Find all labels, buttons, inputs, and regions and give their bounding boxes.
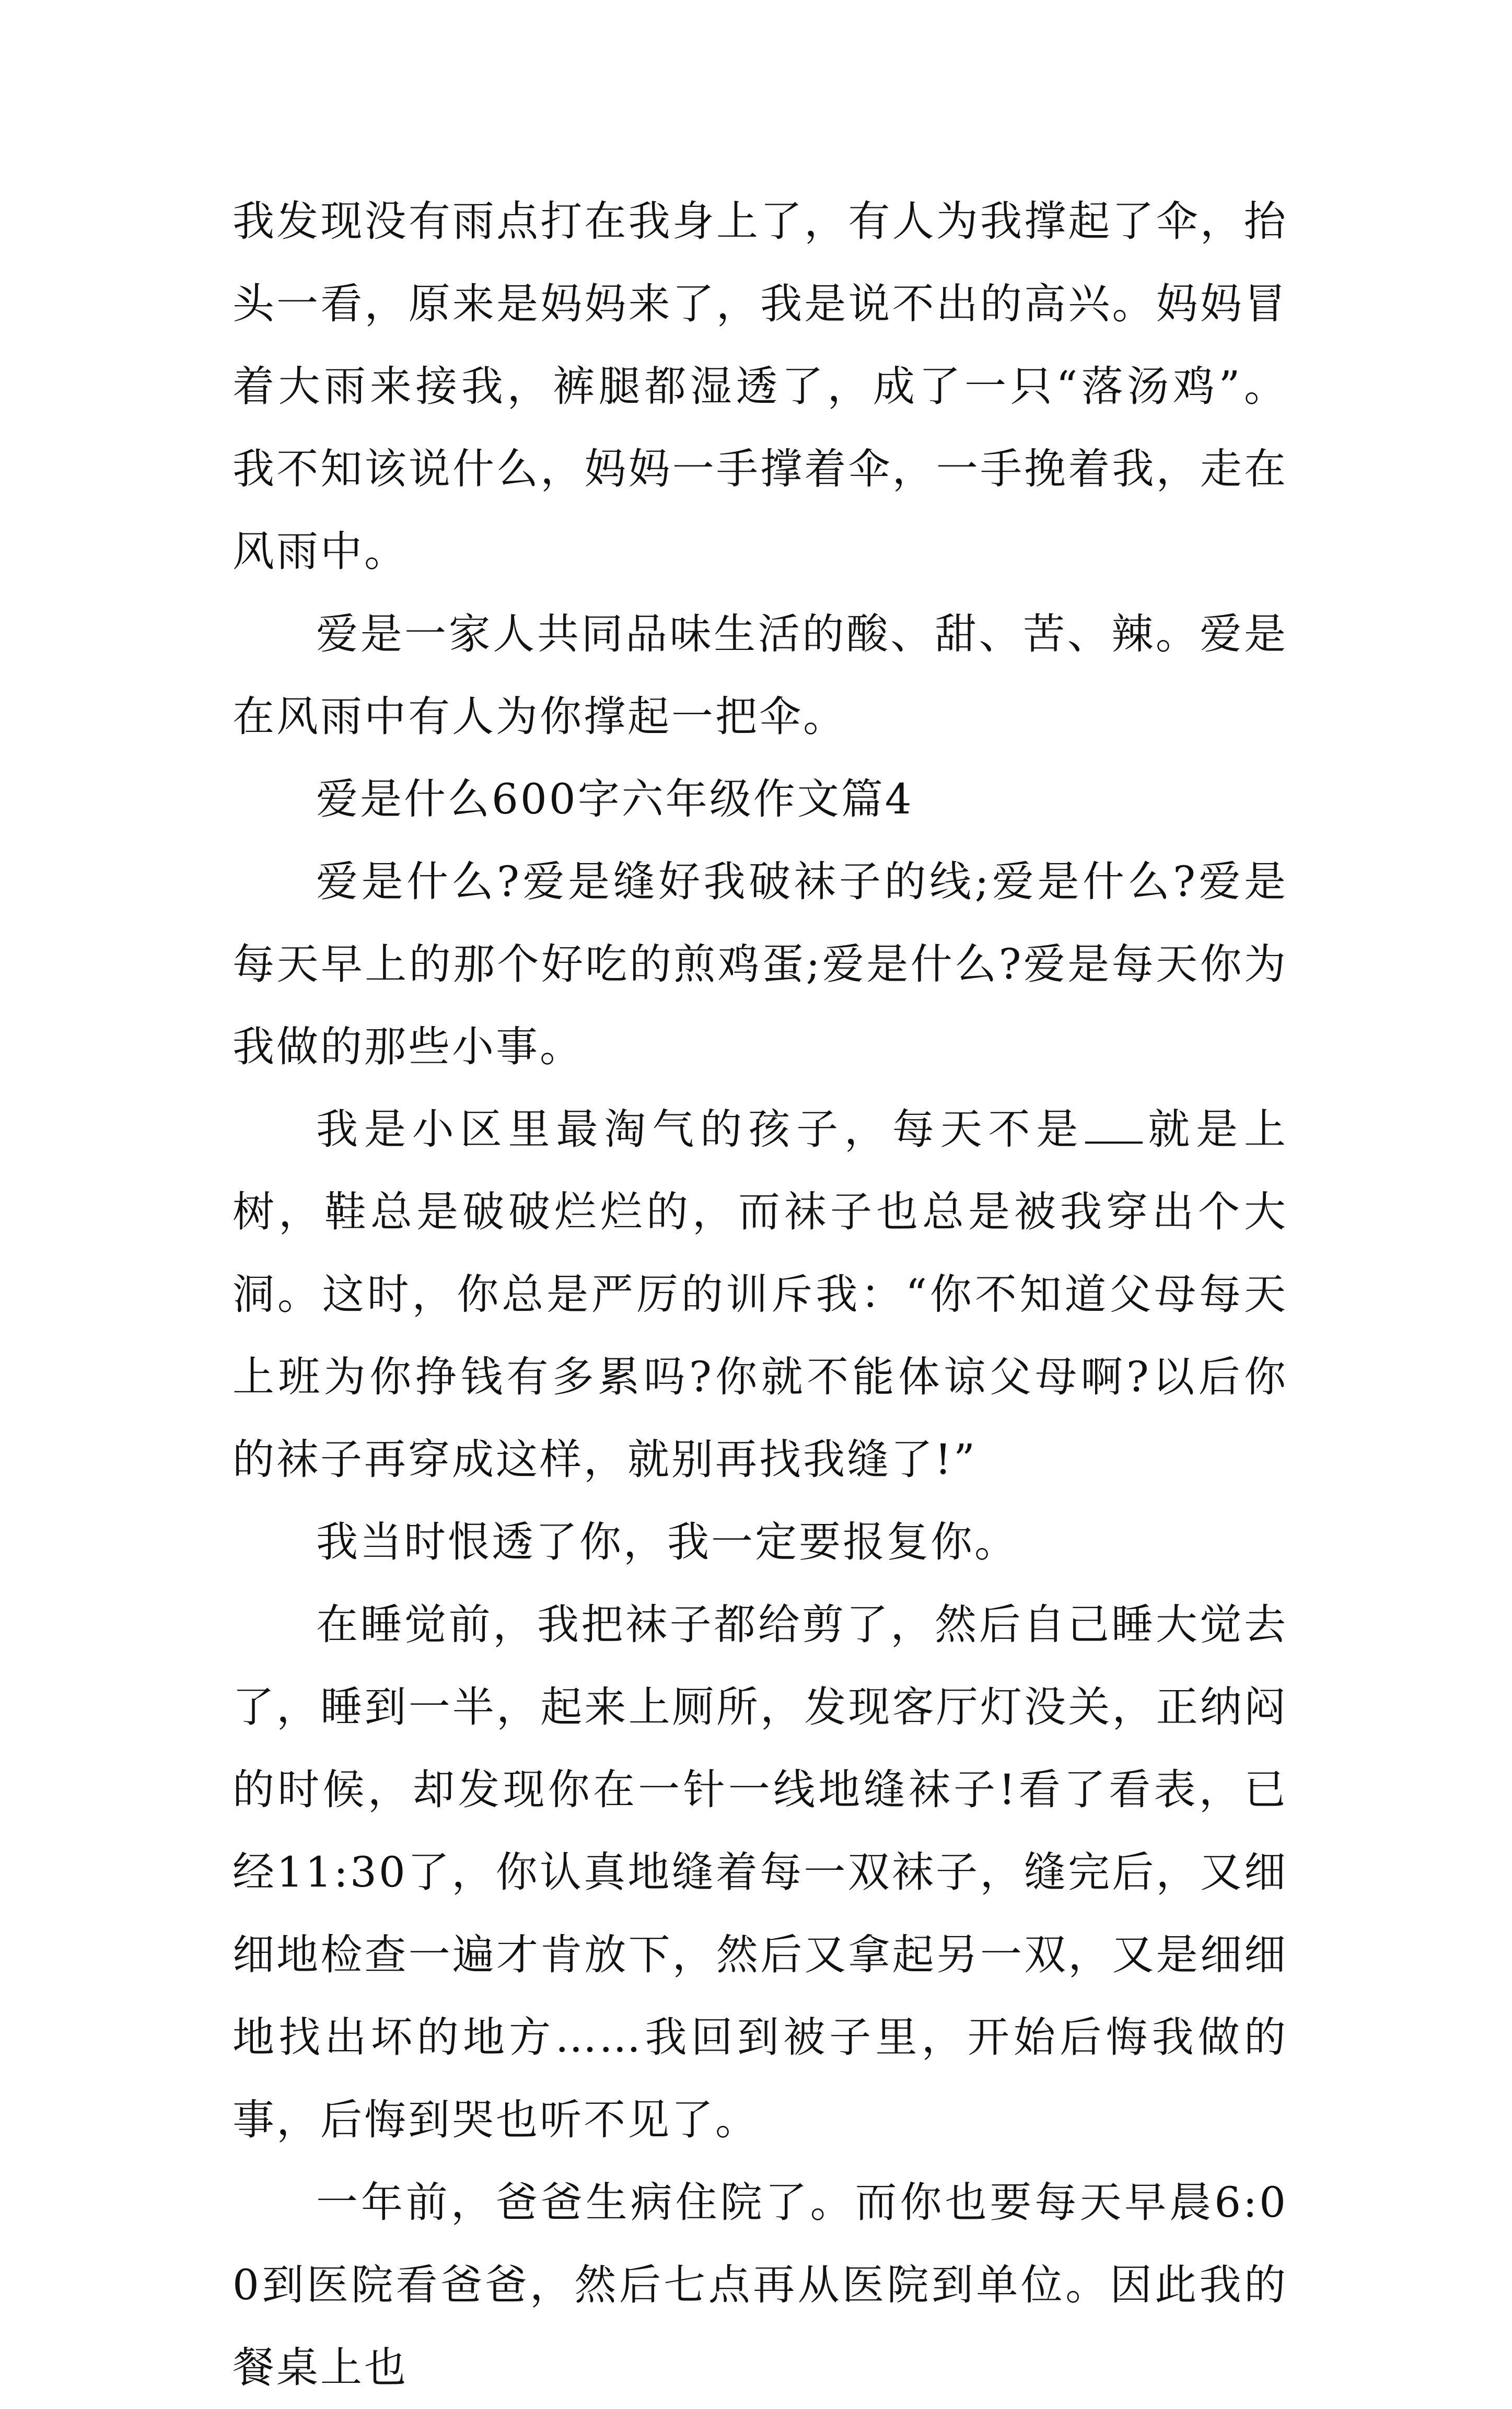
paragraph: 我当时恨透了你，我一定要报复你。 bbox=[316, 1518, 1018, 1566]
paragraph: 在睡觉前，我把袜子都给剪了，然后自己睡大觉去了，睡到一半，起来上厕所，发现客厅灯没关，正纳闷的时候，却发现你在一针一线地缝袜子!看了看表，已经11:30了，你认真地缝着每一双袜子，缝完后，又细细地检查一遍才肯放下，然后又拿起另一双，又是细细地找出坏的地方……我回到被子里，开始后悔我做的事，后悔到哭也听不见了。 bbox=[232, 1600, 1288, 2144]
paragraph: 爱是一家人共同品味生活的酸、甜、苦、辣。爱是在风雨中有人为你撑起一把伞。 bbox=[232, 610, 1288, 741]
paragraph-text-after-blank: 就是上树，鞋总是破破烂烂的，而袜子也总是被我穿出个大洞。这时，你总是严厉的训斥我：“你不知道父母每天上班为你挣钱有多累吗?你就不能体谅父母啊?以后你的袜子再穿成这样，就别再找我缝了!” bbox=[232, 1105, 1288, 1484]
essay-section-heading: 爱是什么600字六年级作文篇4 bbox=[316, 775, 914, 823]
paragraph: 爱是什么?爱是缝好我破袜子的线;爱是什么?爱是每天早上的那个好吃的煎鸡蛋;爱是什么?爱是每天你为我做的那些小事。 bbox=[232, 857, 1288, 1071]
paragraph: 一年前，爸爸生病住院了。而你也要每天早晨6:00到医院看爸爸，然后七点再从医院到单位。因此我的餐桌上也 bbox=[232, 2178, 1288, 2392]
redacted-blank bbox=[1085, 1105, 1143, 1144]
document-body bbox=[232, 180, 1288, 2409]
paragraph-with-blank bbox=[232, 1088, 1288, 1501]
paragraph: 我发现没有雨点打在我身上了，有人为我撑起了伞，抬头一看，原来是妈妈来了，我是说不出的高兴。妈妈冒着大雨来接我，裤腿都湿透了，成了一只“落汤鸡”。我不知该说什么，妈妈一手撑着伞，一手挽着我，走在风雨中。 bbox=[232, 197, 1288, 576]
paragraph-text-before-blank: 我是小区里最淘气的孩子，每天不是 bbox=[316, 1105, 1085, 1154]
